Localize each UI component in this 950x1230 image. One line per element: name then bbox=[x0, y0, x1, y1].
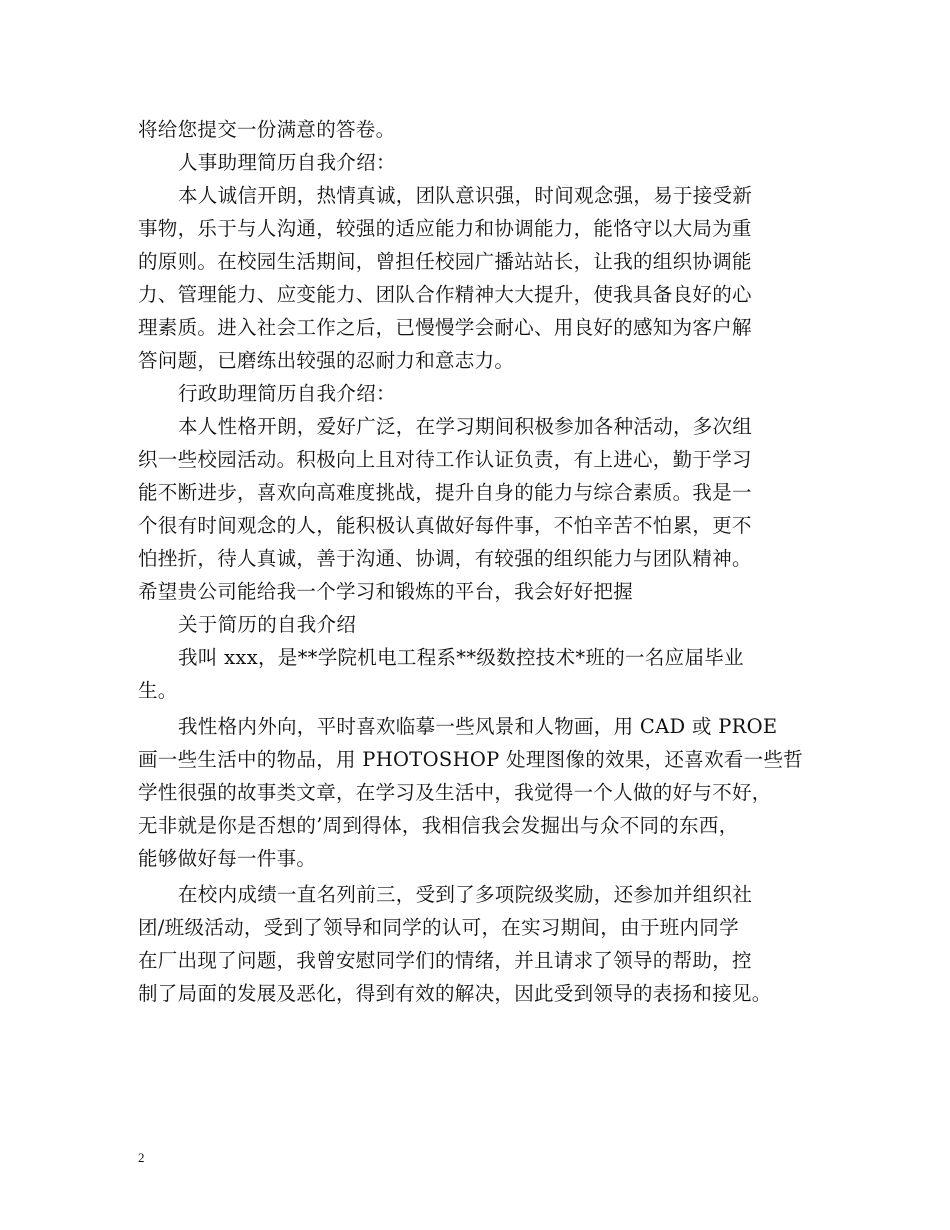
text-line: 我叫 xxx，是**学院机电工程系**级数控技术*班的一名应届毕业 bbox=[178, 646, 744, 669]
text-line: 学性很强的故事类文章，在学习及生活中，我觉得一个人做的好与不好， bbox=[138, 781, 772, 804]
text-line: 本人性格开朗，爱好广泛，在学习期间积极参加各种活动，多次组 bbox=[178, 415, 753, 438]
text-line: 我性格内外向，平时喜欢临摹一些风景和人物画，用 CAD 或 PROE bbox=[178, 715, 778, 738]
text-line: 能不断进步，喜欢向高难度挑战，提升自身的能力与综合素质。我是一 bbox=[138, 481, 752, 504]
text-line: 制了局面的发展及恶化，得到有效的解决，因此受到领导的表扬和接见。 bbox=[138, 982, 772, 1005]
text-line: 在厂出现了问题，我曾安慰同学们的情绪，并且请求了领导的帮助，控 bbox=[138, 949, 752, 972]
text-line: 生。 bbox=[138, 679, 178, 702]
text-line: 将给您提交一份满意的答卷。 bbox=[138, 118, 396, 141]
text-line: 的原则。在校园生活期间，曾担任校园广播站站长，让我的组织协调能 bbox=[138, 250, 752, 273]
text-line: 团/班级活动，受到了领导和同学的认可，在实习期间，由于班内同学 bbox=[138, 916, 739, 939]
text-line: 能够做好每一件事。 bbox=[138, 847, 317, 870]
text-line: 力、管理能力、应变能力、团队合作精神大大提升，使我具备良好的心 bbox=[138, 283, 752, 306]
text-line: 怕挫折，待人真诚，善于沟通、协调，有较强的组织能力与团队精神。 bbox=[138, 547, 752, 570]
text-line: 画一些生活中的物品，用 PHOTOSHOP 处理图像的效果，还喜欢看一些哲 bbox=[138, 748, 804, 771]
text-line: 理素质。进入社会工作之后，已慢慢学会耐心、用良好的感知为客户解 bbox=[138, 316, 752, 339]
text-line: 事物，乐于与人沟通，较强的适应能力和协调能力，能恪守以大局为重 bbox=[138, 217, 752, 240]
text-line: 本人诚信开朗，热情真诚，团队意识强，时间观念强，易于接受新 bbox=[178, 184, 753, 207]
text-line: 希望贵公司能给我一个学习和锻炼的平台，我会好好把握 bbox=[138, 580, 634, 603]
text-line: 织一些校园活动。积极向上且对待工作认证负责，有上进心，勤于学习 bbox=[138, 448, 752, 471]
section-heading-resume-intro: 关于简历的自我介绍 bbox=[178, 613, 357, 636]
page-number: 2 bbox=[138, 1150, 145, 1165]
text-line: 无非就是你是否想的’周到得体，我相信我会发掘出与众不同的东西， bbox=[138, 814, 739, 837]
text-line: 答问题，已磨练出较强的忍耐力和意志力。 bbox=[138, 349, 515, 372]
text-line: 个很有时间观念的人，能积极认真做好每件事，不怕辛苦不怕累，更不 bbox=[138, 514, 752, 537]
section-heading-hr-assistant: 人事助理简历自我介绍： bbox=[178, 151, 396, 174]
text-line: 在校内成绩一直名列前三，受到了多项院级奖励，还参加并组织社 bbox=[178, 883, 753, 906]
section-heading-admin-assistant: 行政助理简历自我介绍： bbox=[178, 382, 396, 405]
document-body bbox=[138, 113, 838, 1010]
